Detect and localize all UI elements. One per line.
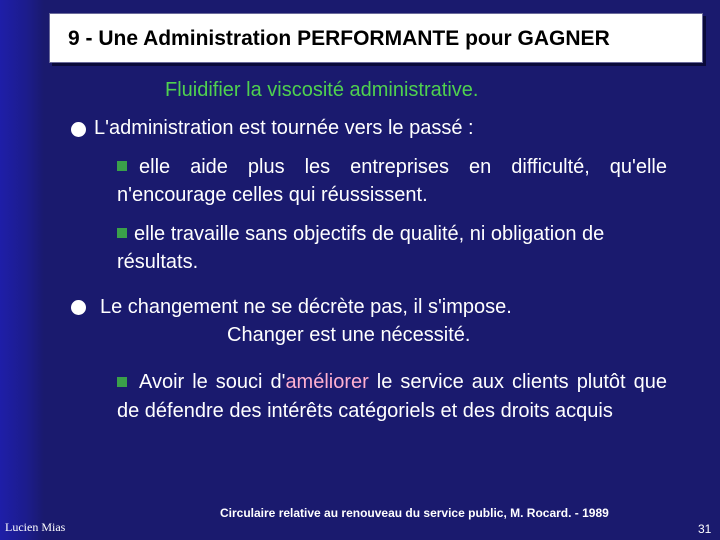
round-bullet-icon [71, 122, 86, 137]
page-number: 31 [698, 522, 712, 536]
slide-subtitle: Fluidifier la viscosité administrative. [165, 79, 479, 101]
left-accent-bar [0, 0, 44, 540]
footer-reference: Circulaire relative au renouveau du service public, M. Rocard. - 1989 [220, 506, 609, 520]
sub-bullet-2 [117, 220, 667, 276]
sub-bullet-3-highlight: améliorer [285, 371, 369, 393]
bullet-2-line-1: Le changement ne se décrète pas, il s'impose. [100, 296, 512, 318]
bullet-2-line-2: Changer est une nécessité. [227, 324, 471, 346]
sub-bullet-3 [117, 368, 667, 426]
title-box [49, 13, 703, 63]
sub-bullet-1 [117, 153, 667, 209]
sub-bullet-3-before: Avoir le souci d' [139, 371, 286, 393]
slide-title: 9 - Une Administration PERFORMANTE pour GAGNER [68, 27, 610, 50]
bullet-1-text: L'administration est tournée vers le passé : [94, 117, 474, 139]
author-name: Lucien Mias [5, 520, 66, 534]
sub-bullet-1-text: elle aide plus les entreprises en difficulté, qu'elle n'encourage celles qui réussissent. [117, 156, 667, 206]
sub-bullet-2-text: elle travaille sans objectifs de qualité, ni obligation de résultats. [117, 223, 605, 273]
sub-bullet-3-after: le service aux clients plutôt que de défendre des intérêts catégoriels et des droits acquis [117, 371, 667, 422]
round-bullet-icon [71, 300, 86, 315]
